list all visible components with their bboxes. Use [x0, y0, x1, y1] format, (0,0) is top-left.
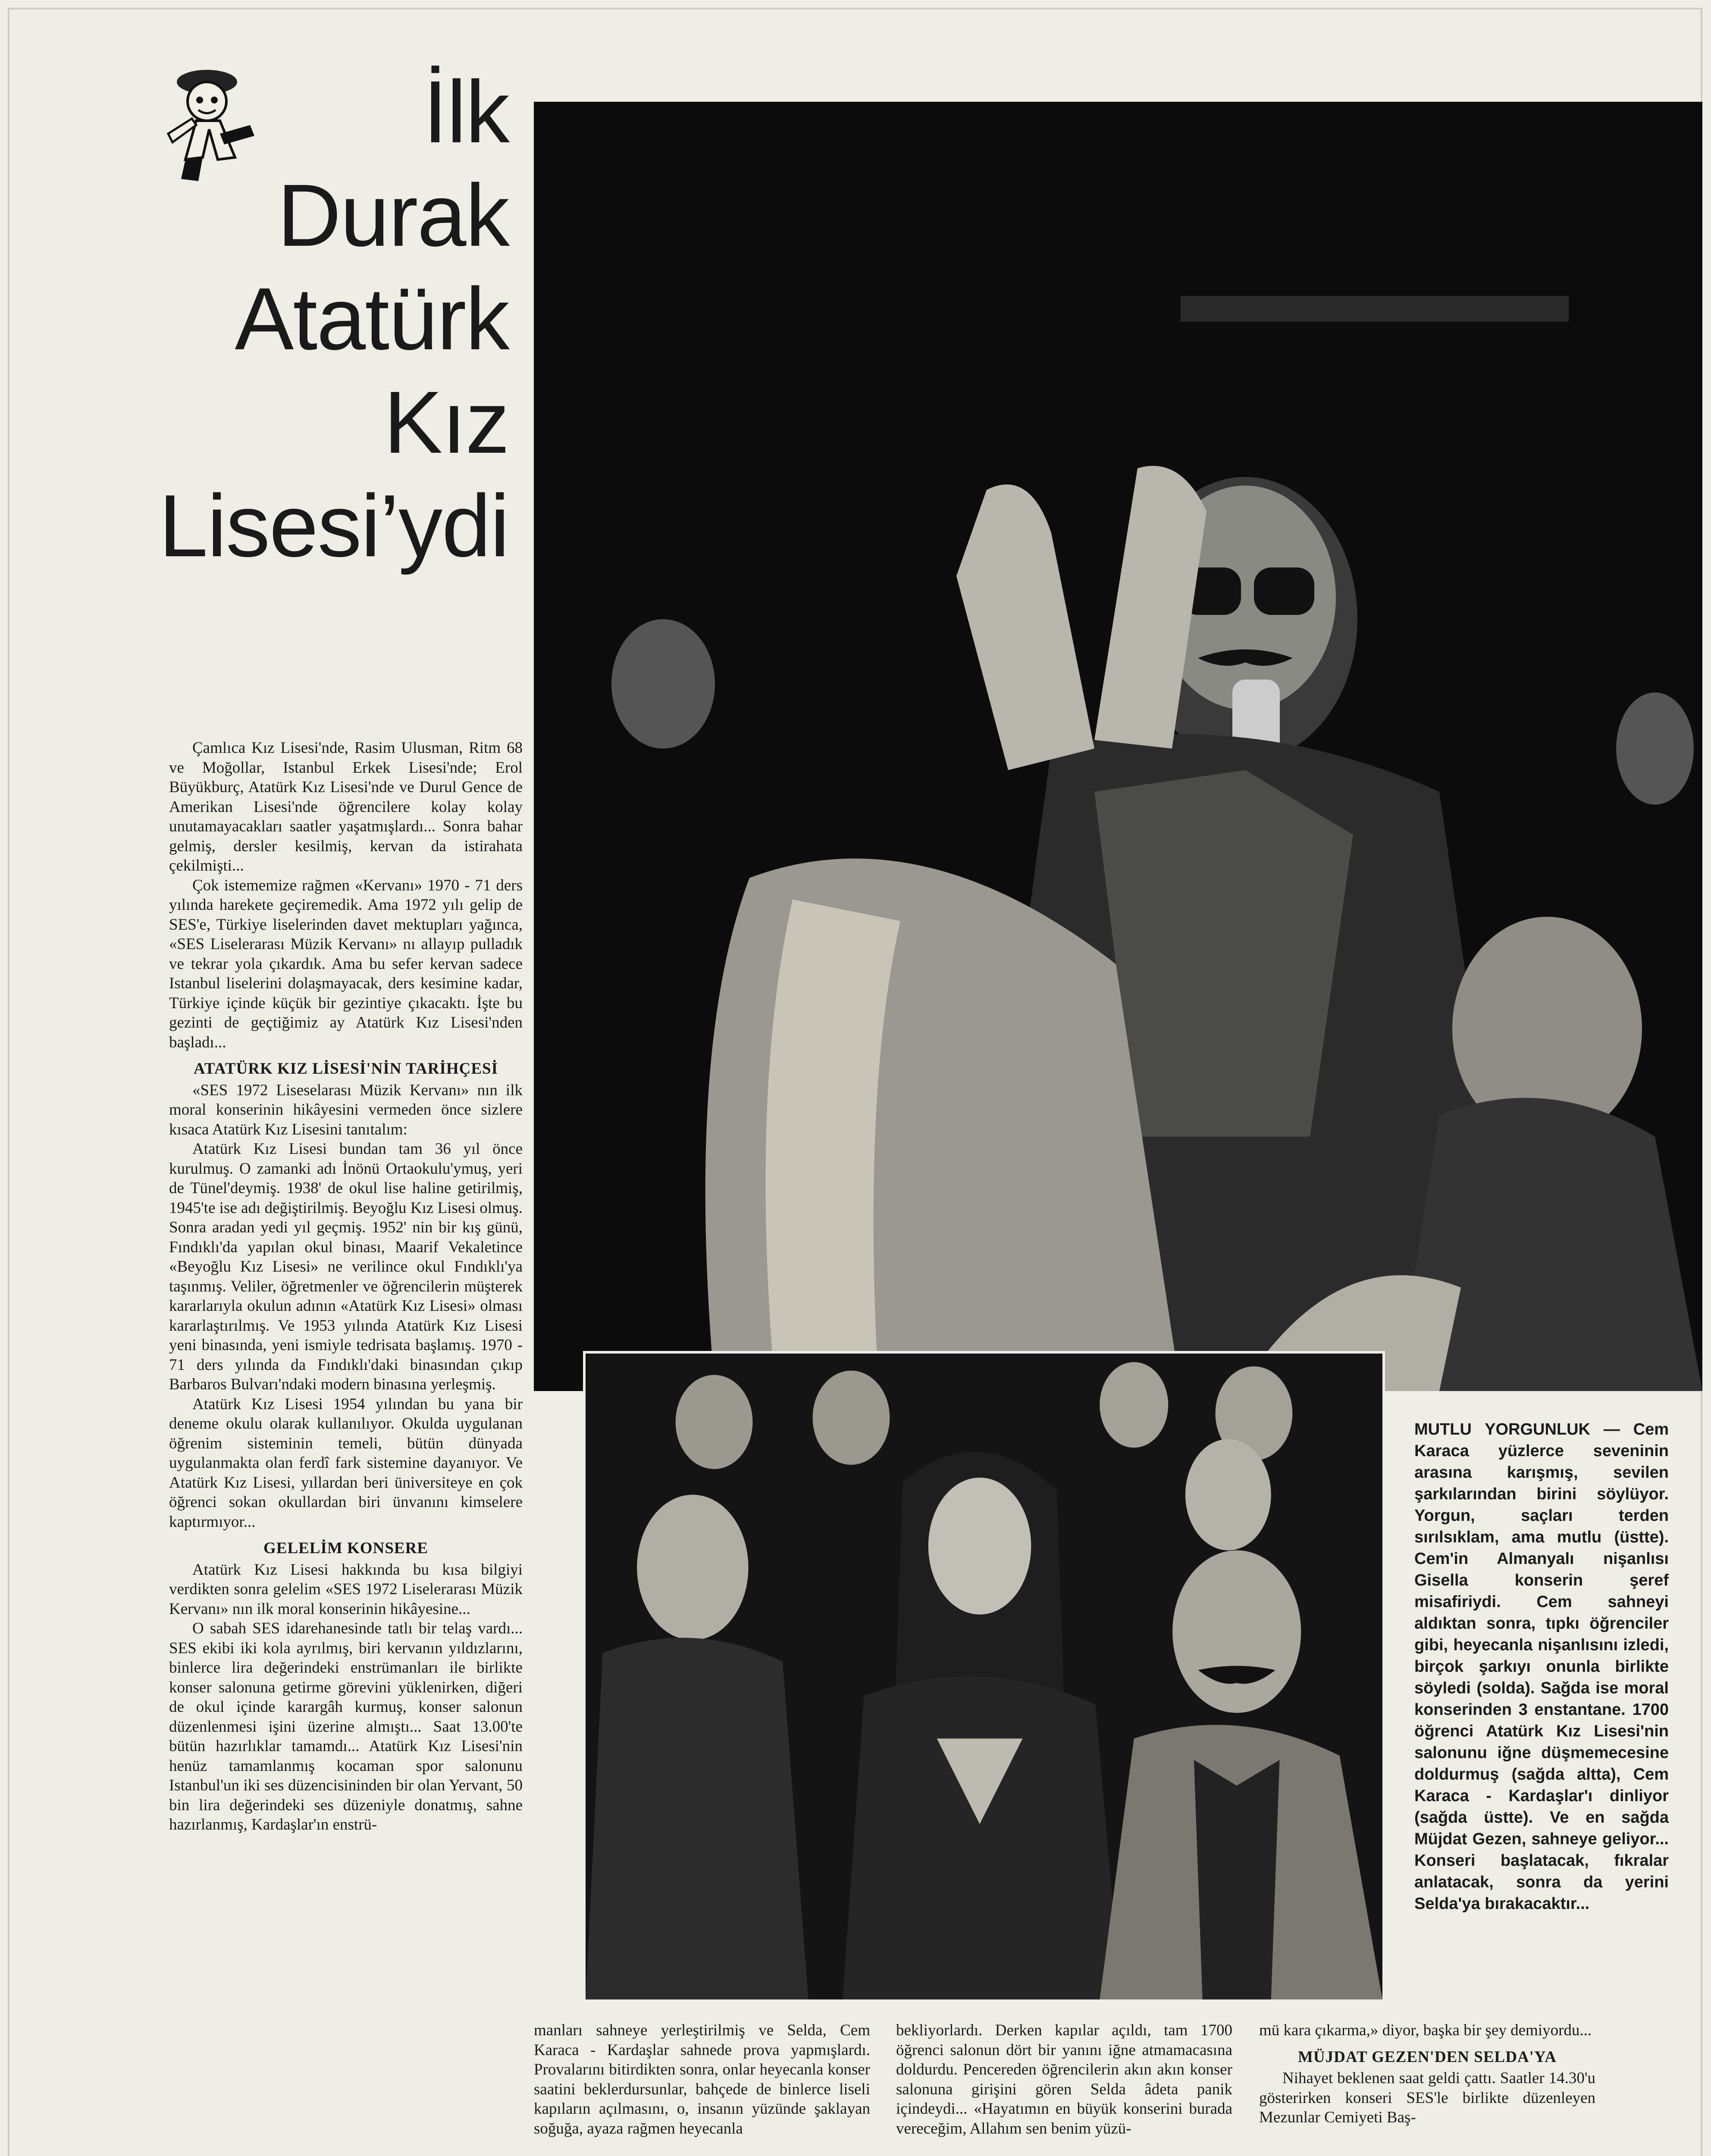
- intro-paragraph-2: Çok istememize rağmen «Kervanı» 1970 - 71 ders yılında harekete geçiremedik. Ama 1972 yılı gelip de SES'e, Türkiye liselerinden davet mektupları yağınca, «SES Liselerarası Müzik Kervanı» nı allayıp pulladık ve tekrar yola çıkardık. Ama bu sefer kervan sadece Istanbul liselerini dolaşmayacak, ders kesimine kadar, Türkiye içinde küçük bir gezintiye çıkacaktı. İşte bu gezinti de geçtiğimiz ay Atatürk Kız Lisesi'nden başladı...: [169, 876, 523, 1051]
- photo-audience: [583, 1351, 1385, 2002]
- history-paragraph-1: «SES 1972 Liseselarası Müzik Kervanı» nın ilk moral konserinin hikâyesini vermeden önce sizlere kısaca Atatürk Kız Lisesini tanıtalım:: [169, 1081, 523, 1138]
- caption-text: Cem Karaca yüzlerce seveninin arasına karışmış, sevilen şarkılarından birini söylüyor. Yorgun, saçları terden sırılsıklam, ama mutlu (üstte). Cem'in Almanyalı nişanlısı Gisella konserin şeref misafiriydi. Cem sahneyi aldıktan sonra, tıpkı öğrenciler gibi, heyecanla nişanlısını izledi, birçok şarkıyı onunla birlikte söyledi (solda). Sağda ise moral konserinden 3 enstantane. 1700 öğrenci Atatürk Kız Lisesi'nin salonunu iğne düşmemecesine doldurmuş (sağda altta), Cem Karaca - Kardaşlar'ı dinliyor (sağda üstte). Ve en sağda Müjdat Gezen, sahneye geliyor... Konseri başlatacak, fıkralar anlatacak, sonra da yerini Selda'ya bırakacaktır...: [1414, 1420, 1669, 1913]
- bottom-col-2-text: bekliyorlardı. Derken kapılar açıldı, tam 1700 öğrenci salonun dört bir yanını iğne atmamacasına doldurdu. Pencereden öğrencilerin akın akın konser salonuna girişini gören Selda âdeta panik içindeydi... «Hayatımın en büyük konserini burada vereceğim, Allahım sen benim yüzü-: [896, 2021, 1232, 2137]
- headline-line-4: Kız: [383, 373, 509, 472]
- section-heading-history: ATATÜRK KIZ LİSESİ'NİN TARİHÇESİ: [193, 1060, 498, 1078]
- article-column-bottom-2: [896, 2021, 1232, 2138]
- history-paragraph-2: Atatürk Kız Lisesi bundan tam 36 yıl önce kurulmuş. O zamanki adı İnönü Ortaokulu'ymuş, yeri de Tünel'deymiş. 1938' de okul lise haline getirilmiş, 1945'te ise adı değiştirilmiş. Beyoğlu Kız Lisesi olmuş. Sonra aradan yedi yıl geçmiş. 1952' nin bir kış günü, Fındıklı'da yapılan okul binası, Maarif Vekaletince «Beyoğlu Kız Lisesi» ne verilince okul Fındıklı'ya taşınmış. Veliler, öğretmenler ve öğrencilerin müşterek kararlarıyla okulun adının «Atatürk Kız Lisesi» olması kararlaştırılmış. Ve 1953 yılında Atatürk Kız Lisesi yeni binasında, yeni ismiyle tedrisata başlamış. 1970 - 71 ders yılında da Fındıklı'daki binasından çıkıp Barbaros Bulvarı'ndaki modern binasına yerleşmiş.: [169, 1140, 523, 1393]
- intro-paragraph-1: Çamlıca Kız Lisesi'nde, Rasim Ulusman, Ritm 68 ve Moğollar, Istanbul Erkek Lisesi'nde; Erol Büyükburç, Atatürk Kız Lisesi'nde ve Durul Gence de Amerikan Lisesi'nde öğrencilere kolay kolay unutamayacakları saatler yaşatmışlardı... Sonra bahar gelmiş, dersler kesilmiş, kervan da istirahata çekilmişti...: [169, 739, 523, 874]
- bottom-col-3-text: mü kara çıkarma,» diyor, başka bir şey demiyordu...: [1259, 2021, 1592, 2039]
- concert-paragraph-2: O sabah SES idarehanesinde tatlı bir telaş vardı... SES ekibi iki kola ayrılmış, biri kervanın yıldızlarını, binlerce lira değerindeki enstrümanları ile birlikte konser salonuna getirme görevini yüklenirken, diğeri de okul içinde karargâh kurmuş, konser salonun düzenlenmesi işini üzerine almıştı... Saat 13.00'te bütün hazırlıklar tamamdı... Atatürk Kız Lisesi'nin henüz tamamlanmış kocaman spor salonunu Istanbul'un iki ses düzencisininden bir olan Yervant, 50 bin lira değerindeki ses düzeniyle donatmış, sahne hazırlanmış, Kardaşlar'ın enstrü-: [169, 1620, 523, 1833]
- concert-paragraph-1: Atatürk Kız Lisesi hakkında bu kısa bilgiyi verdikten sonra gelelim «SES 1972 Liselerarası Müzik Kervanı» nın ilk moral konserinin hikâyesine...: [169, 1561, 523, 1618]
- headline-line-2: Durak: [277, 166, 509, 265]
- caption-lead: MUTLU YORGUNLUK —: [1414, 1420, 1633, 1438]
- headline: [129, 60, 509, 578]
- article-column-left: [169, 738, 523, 1835]
- mujdat-paragraph: Nihayet beklenen saat geldi çattı. Saatler 14.30'u gösterirken konseri SES'le birlikte düzenleyen Mezunlar Cemiyeti Baş-: [1259, 2069, 1595, 2126]
- bottom-col-1-text: manları sahneye yerleştirilmiş ve Selda, Cem Karaca - Kardaşlar sahnede prova yapmışlardı. Provalarını bitirdikten sonra, onlar heyecanla konser saatini beklerdursunlar, bahçede de binlerce liseli kapıların açılmasını, o, insanın yüzünde şaklayan soğuğa, ayaza rağmen heyecanla: [534, 2021, 870, 2137]
- headline-line-1: İlk: [423, 63, 509, 161]
- article-column-bottom-3: [1259, 2021, 1595, 2128]
- headline-line-3: Atatürk: [235, 270, 509, 368]
- photo-cem-karaca-singing: [534, 102, 1702, 1391]
- section-heading-mujdat: MÜJDAT GEZEN'DEN SELDA'YA: [1298, 2048, 1557, 2066]
- history-paragraph-3: Atatürk Kız Lisesi 1954 yılından bu yana bir deneme okulu olarak kullanılıyor. Okulda uygulanan öğrenim sisteminin temeli, bütün dünyada uygulanmakta olan ferdî fark sistemine dayanıyor. Ve Atatürk Kız Lisesi, yıllardan beri üniversiteye en çok öğrenci sokan okullardan biri ünvanını kimselere kaptırmıyor...: [169, 1395, 523, 1531]
- article-column-bottom-1: [534, 2021, 870, 2138]
- section-heading-concert: GELELİM KONSERE: [263, 1539, 428, 1557]
- photo-caption: [1414, 1419, 1669, 1915]
- headline-line-5: Lisesi’ydi: [159, 476, 509, 575]
